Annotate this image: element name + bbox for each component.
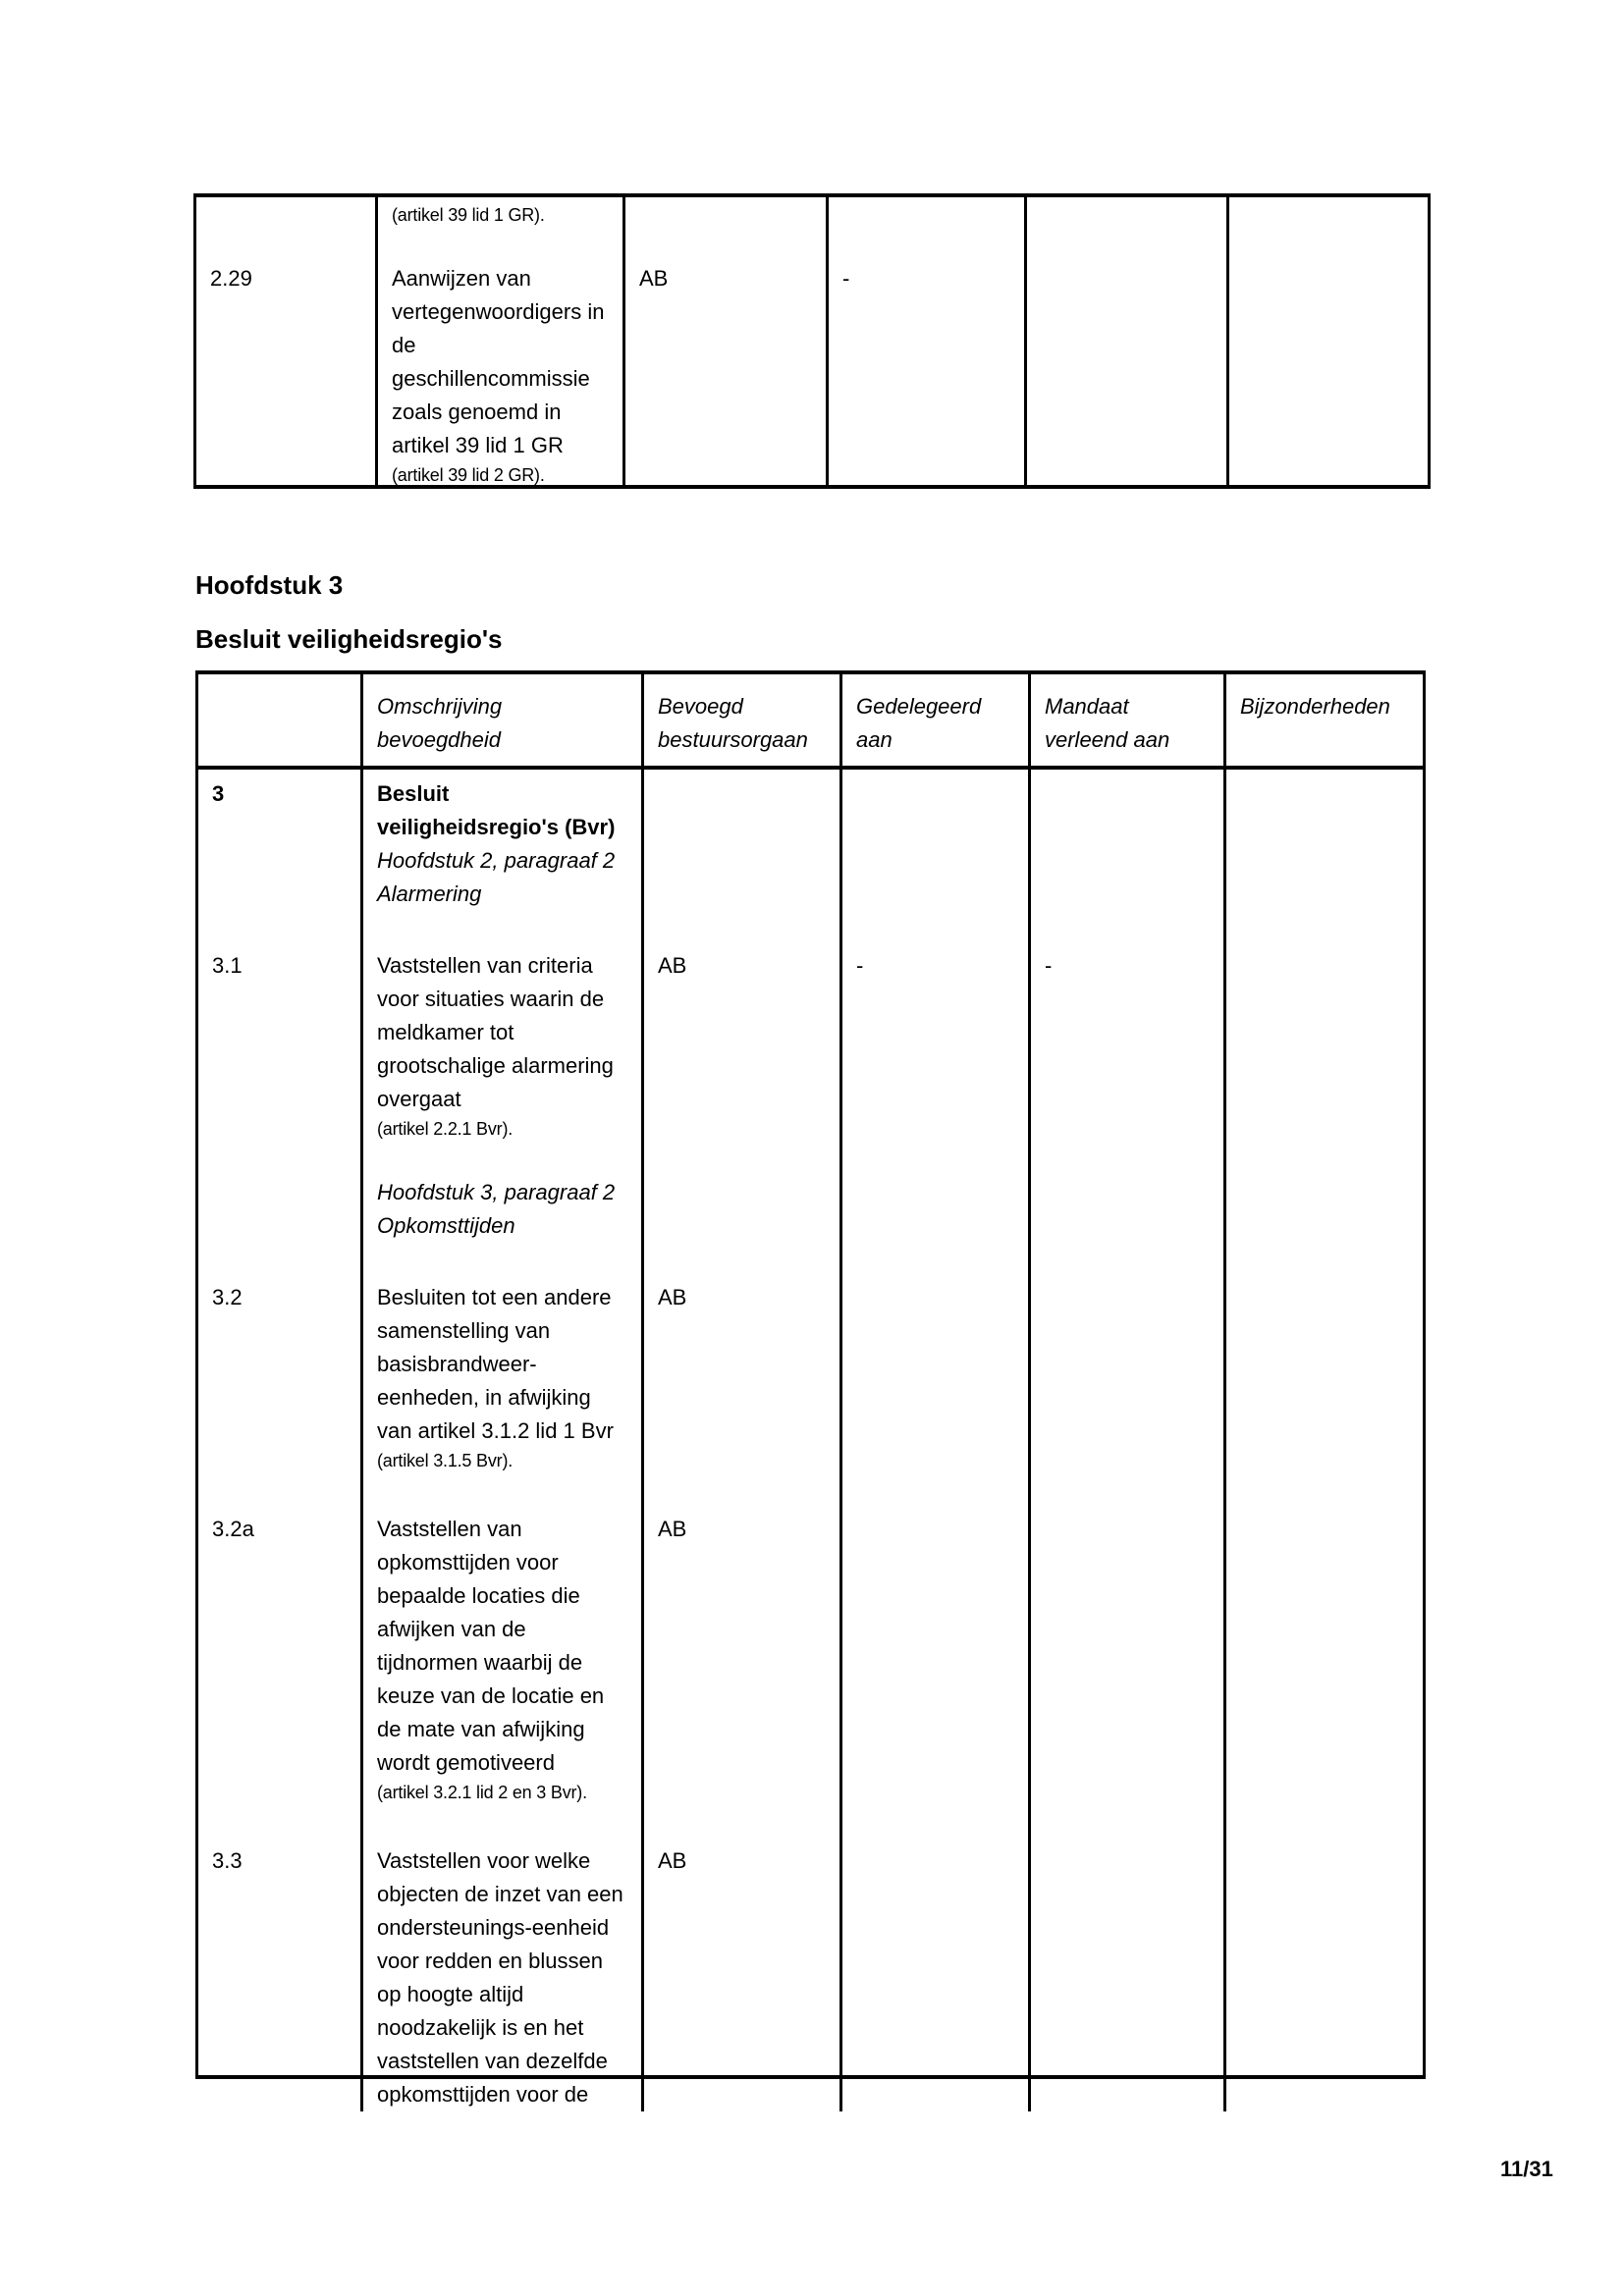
table-cell	[641, 770, 839, 944]
text-line: overgaat	[377, 1087, 461, 1111]
table-cell	[826, 197, 1024, 489]
text-line	[210, 229, 375, 262]
text-line	[842, 229, 1024, 262]
table-cell	[623, 197, 826, 489]
table-cell	[641, 944, 839, 1276]
text-line: Besluit	[377, 781, 450, 806]
table-cell	[198, 944, 360, 1276]
text-line: Vaststellen van	[377, 1517, 522, 1541]
table-row	[198, 944, 1423, 1276]
text-line: AB	[658, 1517, 687, 1541]
text-line: AB	[658, 1848, 687, 1873]
text-line: verleend aan	[1045, 727, 1170, 752]
table-cell	[641, 1840, 839, 2111]
text-line: artikel 39 lid 1 GR	[392, 433, 564, 457]
table-cell	[1223, 674, 1423, 766]
text-line: ondersteunings-eenheid	[377, 1915, 610, 1940]
text-line	[377, 1243, 641, 1276]
table-cell	[641, 674, 839, 766]
text-line	[377, 1806, 641, 1840]
top-table	[193, 193, 1431, 489]
table-cell	[1028, 770, 1223, 944]
text-line: op hoogte altijd	[377, 1982, 524, 2006]
text-line: opkomsttijden voor de	[377, 2082, 589, 2107]
table-cell	[1223, 944, 1423, 1276]
text-line	[377, 1474, 641, 1508]
table-cell	[360, 944, 641, 1276]
table-cell	[1028, 1840, 1223, 2111]
table-cell	[360, 1840, 641, 2111]
text-line: (artikel 2.2.1 Bvr).	[377, 1119, 514, 1139]
text-line: Gedelegeerd	[856, 694, 982, 719]
table-cell	[198, 1508, 360, 1840]
table-cell	[198, 674, 360, 766]
text-line: veiligheidsregio's (Bvr)	[377, 815, 616, 839]
text-line: -	[842, 266, 850, 291]
text-line: zoals genoemd in	[392, 400, 562, 424]
text-line: Hoofdstuk 2, paragraaf 2	[377, 848, 616, 873]
text-line: Besluiten tot een andere	[377, 1285, 612, 1309]
text-line: Omschrijving	[377, 694, 503, 719]
table-cell	[641, 1508, 839, 1840]
text-line	[639, 229, 826, 262]
table-cell	[1024, 197, 1226, 489]
table-row	[198, 1508, 1423, 1840]
text-line: 2.29	[210, 266, 252, 291]
text-line: Aanwijzen van	[392, 266, 531, 291]
text-line	[210, 202, 375, 229]
text-line	[842, 202, 1024, 229]
table-cell	[198, 1276, 360, 1508]
text-line: -	[1045, 953, 1053, 978]
text-line: wordt gemotiveerd	[377, 1750, 555, 1775]
text-line: meldkamer tot	[377, 1020, 514, 1044]
text-line: AB	[639, 266, 669, 291]
text-line: grootschalige alarmering	[377, 1053, 614, 1078]
text-line	[392, 229, 623, 262]
table-cell	[1028, 944, 1223, 1276]
text-line: geschillencommissie	[392, 366, 590, 391]
text-line	[377, 911, 641, 944]
text-line: bevoegdheid	[377, 727, 502, 752]
text-line: Vaststellen voor welke	[377, 1848, 591, 1873]
text-line	[639, 202, 826, 229]
table-cell	[839, 770, 1028, 944]
text-line: de mate van afwijking	[377, 1717, 585, 1741]
text-line: 3.2a	[212, 1517, 254, 1541]
table-cell	[1223, 1508, 1423, 1840]
text-line: tijdnormen waarbij de	[377, 1650, 583, 1675]
table-cell	[198, 1840, 360, 2111]
table-body	[198, 770, 1423, 2107]
text-line: vertegenwoordigers in	[392, 299, 605, 324]
table-cell	[1226, 197, 1428, 489]
text-line: Opkomsttijden	[377, 1213, 515, 1238]
table-cell	[1028, 1508, 1223, 1840]
text-line: Mandaat	[1045, 694, 1129, 719]
text-line: van artikel 3.1.2 lid 1 Bvr	[377, 1418, 614, 1443]
text-line: samenstelling van	[377, 1318, 551, 1343]
text-line: -	[856, 953, 864, 978]
text-line	[377, 1143, 641, 1176]
table-cell	[360, 1508, 641, 1840]
table-cell	[1028, 674, 1223, 766]
text-line: keuze van de locatie en	[377, 1683, 605, 1708]
text-line: Bevoegd	[658, 694, 743, 719]
text-line: 3	[212, 781, 225, 806]
text-line: bepaalde locaties die	[377, 1583, 580, 1608]
text-line: Alarmering	[377, 881, 482, 906]
text-line: (artikel 39 lid 2 GR).	[392, 465, 545, 485]
text-line: noodzakelijk is en het	[377, 2015, 584, 2040]
text-line: (artikel 3.2.1 lid 2 en 3 Bvr).	[377, 1783, 587, 1802]
table-cell	[360, 674, 641, 766]
table-row	[198, 770, 1423, 944]
table-cell	[198, 770, 360, 944]
text-line: objecten de inzet van een	[377, 1882, 623, 1906]
main-table	[195, 670, 1426, 2107]
table-cell	[839, 944, 1028, 1276]
text-line: bestuursorgaan	[658, 727, 808, 752]
text-line: 3.3	[212, 1848, 243, 1873]
text-line: vaststellen van dezelfde	[377, 2049, 608, 2073]
table-cell	[839, 1508, 1028, 1840]
text-line: eenheden, in afwijking	[377, 1385, 591, 1410]
table-row	[198, 1276, 1423, 1508]
text-line: Hoofdstuk 3, paragraaf 2	[377, 1180, 616, 1204]
table-cell	[360, 1276, 641, 1508]
text-line: afwijken van de	[377, 1617, 526, 1641]
table-cell	[196, 197, 375, 489]
table-cell	[1028, 1276, 1223, 1508]
table-cell	[839, 674, 1028, 766]
text-line: opkomsttijden voor	[377, 1550, 559, 1575]
text-line: (artikel 39 lid 1 GR).	[392, 205, 545, 225]
table-cell	[360, 770, 641, 944]
text-line: (artikel 3.1.5 Bvr).	[377, 1451, 514, 1470]
heading-subtitle: Besluit veiligheidsregio's	[195, 624, 503, 654]
page-number: 11/31	[1500, 2157, 1553, 2181]
heading-chapter: Hoofdstuk 3	[195, 570, 344, 600]
text-line: voor redden en blussen	[377, 1949, 603, 1973]
table-cell	[641, 1276, 839, 1508]
text-line: 3.2	[212, 1285, 243, 1309]
table-row	[198, 1840, 1423, 2111]
text-line: de	[392, 333, 416, 357]
table-cell	[1223, 1840, 1423, 2111]
text-line: basisbrandweer-	[377, 1352, 537, 1376]
text-line: aan	[856, 727, 893, 752]
table-cell	[839, 1276, 1028, 1508]
text-line: 3.1	[212, 953, 243, 978]
table-cell	[375, 197, 623, 489]
table-header-row	[198, 674, 1423, 770]
table-cell	[839, 1840, 1028, 2111]
text-line: Vaststellen van criteria	[377, 953, 593, 978]
table-cell	[1223, 770, 1423, 944]
text-line: Bijzonderheden	[1240, 694, 1390, 719]
table-row	[196, 197, 1428, 489]
text-line: voor situaties waarin de	[377, 987, 605, 1011]
text-line: AB	[658, 953, 687, 978]
table-cell	[1223, 1276, 1423, 1508]
text-line: AB	[658, 1285, 687, 1309]
